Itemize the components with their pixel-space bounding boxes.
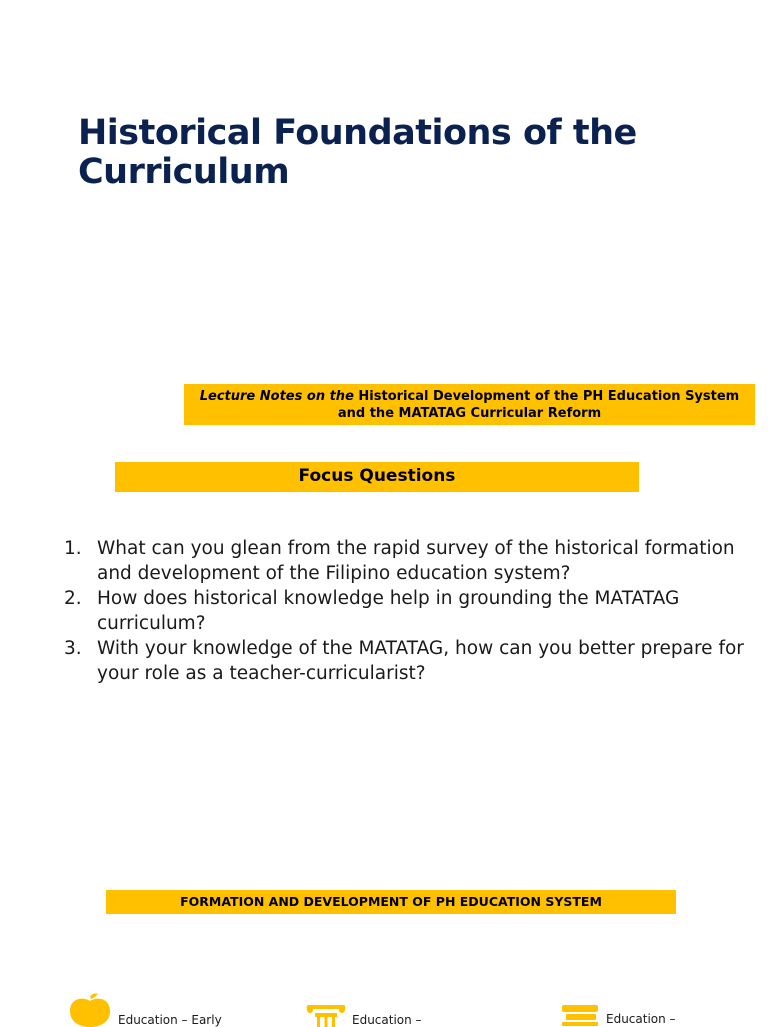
books-icon [560,1004,600,1026]
lecture-notes-prefix: Lecture Notes on the [199,389,354,404]
timeline-item-second [306,1003,422,1027]
apple-icon [68,993,112,1027]
timeline-item-early [68,993,222,1027]
question-number: 2. [64,588,82,609]
list-item [64,586,754,636]
timeline-item-label: Education – Early [118,1013,222,1027]
page-title: Historical Foundations of the Curriculum [78,113,637,192]
timeline-item-label: Education – [606,1012,676,1026]
column-icon [306,1003,346,1027]
section-heading: FORMATION AND DEVELOPMENT OF PH EDUCATION SYSTEM [106,890,676,914]
question-number: 3. [64,638,82,659]
list-item [64,536,754,586]
timeline-item-third [560,1004,676,1026]
focus-questions-list [64,536,754,686]
question-number: 1. [64,538,82,559]
focus-questions-heading: Focus Questions [115,462,639,492]
question-text: What can you glean from the rapid survey of the historical formation and development of the Filipino education system? [97,538,735,584]
lecture-notes-title: Historical Development of the PH Education System and the MATATAG Curricular Reform [337,389,740,421]
list-item [64,636,754,686]
timeline-item-label: Education – [352,1013,422,1027]
question-text: How does historical knowledge help in grounding the MATATAG curriculum? [97,588,680,634]
lecture-notes-banner [184,384,755,425]
question-text: With your knowledge of the MATATAG, how can you better prepare for your role as a teacher-curricularist? [97,638,744,684]
